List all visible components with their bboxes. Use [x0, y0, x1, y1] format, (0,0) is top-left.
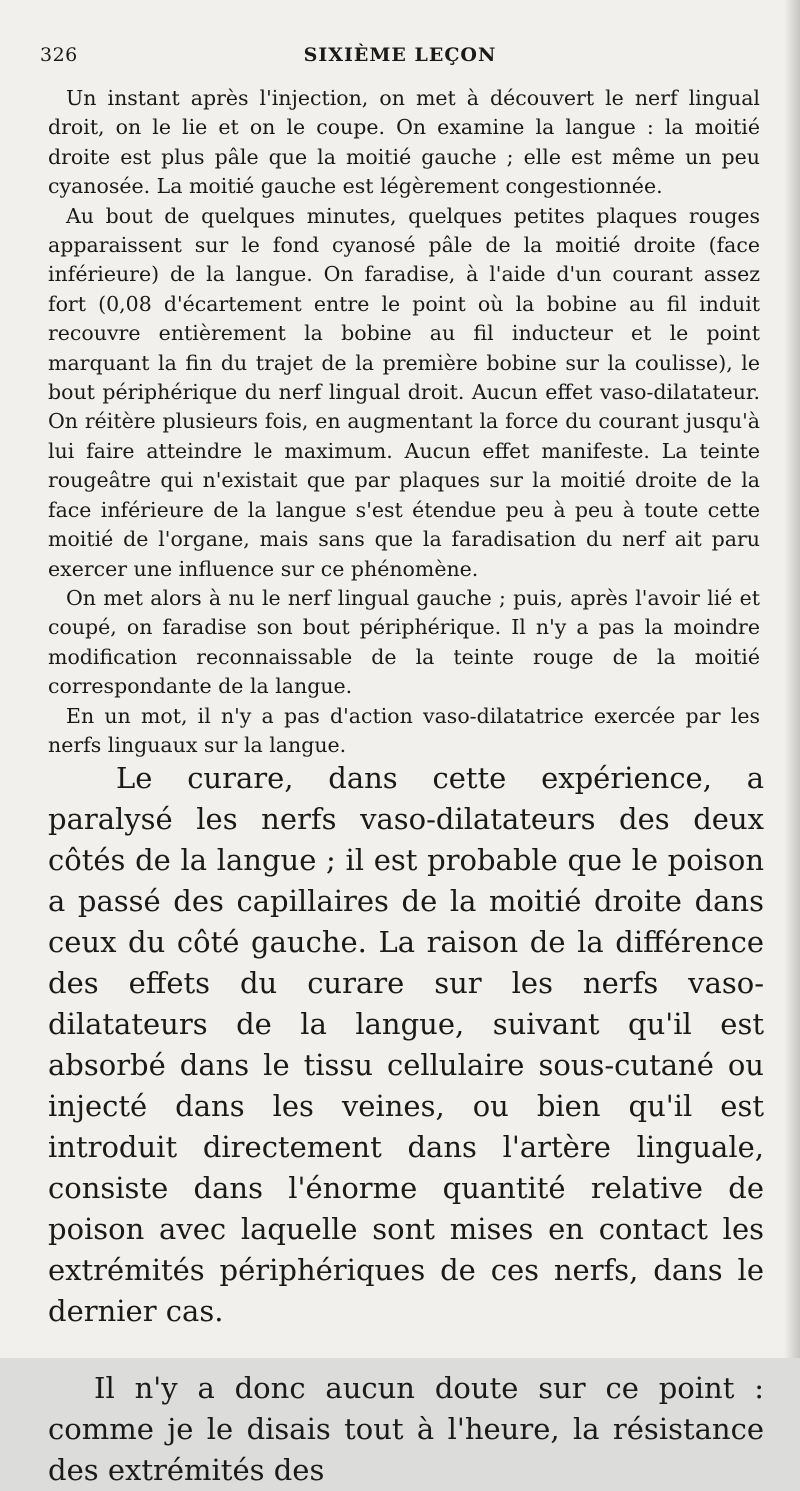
main-text	[48, 758, 764, 1491]
running-title: SIXIÈME LEÇON	[303, 44, 497, 66]
note-paragraph: Au bout de quelques minutes, quelques petites plaques rouges apparaissent sur le fond cyanosé pâle de la moitié droite (face inférieure) de la langue. On faradise, à l'aide d'un courant assez fort (0,08 d'écartement entre le point où la bobine au fil induit recouvre entièrement la bobine au fil inducteur et le point marquant la fin du trajet de la première bobine sur la coulisse), le bout périphérique du nerf lingual droit. Aucun effet vaso-dilatateur. On réitère plusieurs fois, en augmentant la force du courant jusqu'à lui faire atteindre le maximum. Aucun effet manifeste. La teinte rougeâtre qui n'existait que par plaques sur la moitié droite de la face inférieure de la langue s'est étendue peu à peu à toute cette moitié de l'organe, mais sans que la faradisation du nerf ait paru exercer une influence sur ce phénomène.	[48, 203, 760, 581]
page-number: 326	[40, 44, 78, 66]
note-paragraph: On met alors à nu le nerf lingual gauche ; puis, après l'avoir lié et coupé, on faradise son bout périphérique. Il n'y a pas la moindre modification reconnaissable de la teinte rouge de la moitié correspondante de la langue.	[48, 585, 760, 699]
body-paragraph: Il n'y a donc aucun doute sur ce point : comme je le disais tout à l'heure, la résistance des extrémités des	[48, 1371, 764, 1487]
note-paragraph: En un mot, il n'y a pas d'action vaso-dilatatrice exercée par les nerfs linguaux sur la langue.	[48, 703, 760, 757]
body-paragraph: Le curare, dans cette expérience, a paralysé les nerfs vaso-dilatateurs des deux côtés de la langue ; il est probable que le poison a passé des capillaires de la moitié droite dans ceux du côté gauche. La raison de la différence des effets du curare sur les nerfs vaso-dilatateurs de la langue, suivant qu'il est absorbé dans le tissu cellulaire sous-cutané ou injecté dans les veines, ou bien qu'il est introduit directement dans l'artère linguale, consiste dans l'énorme quantité relative de poison avec laquelle sont mises en contact les extrémités périphériques de ces nerfs, dans le dernier cas.	[48, 761, 764, 1328]
page-gutter-shadow	[784, 0, 800, 1358]
note-paragraph: Un instant après l'injection, on met à découvert le nerf lingual droit, on le lie et on le coupe. On examine la langue : la moitié droite est plus pâle que la moitié gauche ; elle est même un peu cyanosée. La moitié gauche est légèrement congestionnée.	[48, 86, 760, 199]
experiment-notes	[48, 84, 760, 760]
